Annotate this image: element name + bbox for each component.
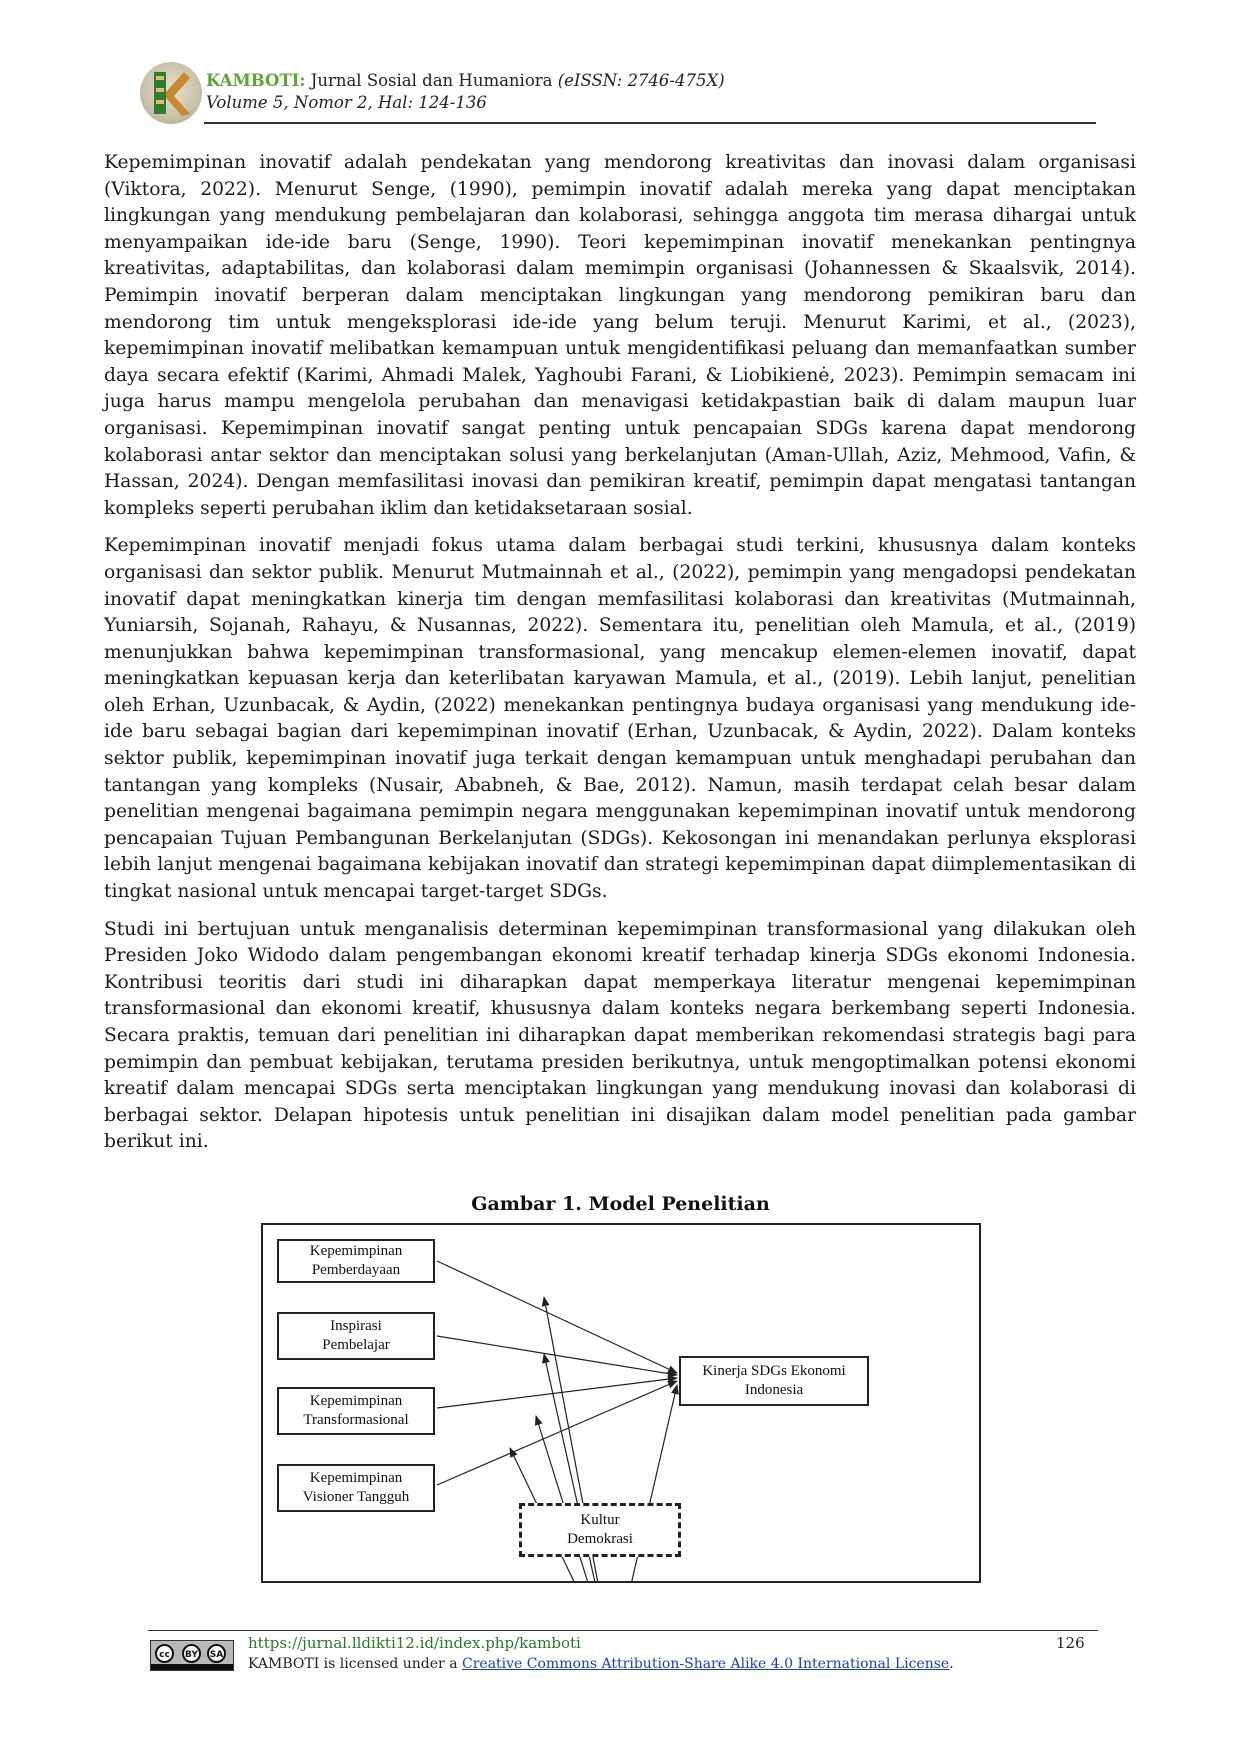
box-kinerja-line2: Indonesia [744,1382,804,1398]
box-transformasional-line1: Kepemimpinan [309,1393,403,1409]
page-header [140,62,1100,124]
journal-title-line [206,70,725,92]
logo-k-mark [150,68,192,118]
journal-volume: Volume 5, Nomor 2, Hal: 124-136 [206,93,487,112]
box-inspirasi-line1: Inspirasi [330,1318,382,1334]
box-kepemimpinan-transformasional [277,1387,435,1435]
box-kinerja-sdgs [679,1356,869,1406]
sa-icon: SA [207,1644,226,1663]
journal-url-link[interactable]: https://jurnal.lldikti12.id/index.php/kamboti [248,1634,581,1652]
box-pemberdayaan-line1: Kepemimpinan [309,1243,403,1259]
box-kultur-demokrasi [519,1503,681,1557]
license-statement [248,1656,954,1672]
box-inspirasi-pembelajar [277,1312,435,1360]
box-kinerja-line1: Kinerja SDGs Ekonomi [702,1363,846,1379]
by-icon: BY [182,1644,201,1663]
paragraph-1: Kepemimpinan inovatif adalah pendekatan yang mendorong kreativitas dan inovasi dalam organisasi (Viktora, 2022). Menurut Senge, (1990), pemimpin inovatif adalah mereka yang dapat menciptakan lingkungan yang mendukung pembelajaran dan kolaborasi, sehingga anggota tim merasa dihargai untuk menyampaikan ide-ide baru (Senge, 1990). Teori kepemimpinan inovatif menekankan pentingnya kreativitas, adaptabilitas, dan kolaborasi dalam memimpin organisasi (Johannessen & Skaalsvik, 2014). Pemimpin inovatif berperan dalam menciptakan lingkungan yang mendorong pemikiran baru dan mendorong tim untuk mengeksplorasi ide-ide yang belum teruji. Menurut Karimi, et al., (2023), kepemimpinan inovatif melibatkan kemampuan untuk mengidentifikasi peluang dan memanfaatkan sumber daya secara efektif (Karimi, Ahmadi Malek, Yaghoubi Farani, & Liobikienė, 2023). Pemimpin semacam ini juga harus mampu mengelola perubahan dan menavigasi ketidakpastian baik di dalam maupun luar organisasi. Kepemimpinan inovatif sangat penting untuk pencapaian SDGs karena dapat mendorong kolaborasi antar sektor dan menciptakan solusi yang berkelanjutan (Aman-Ullah, Aziz, Mehmood, Vafin, & Hassan, 2024). Dengan memfasilitasi inovasi dan pemikiran kreatif, pemimpin dapat mengatasi tantangan kompleks seperti perubahan iklim dan ketidaksetaraan sosial. [104,152,1136,519]
box-visioner-line1: Kepemimpinan [309,1470,403,1486]
cc-license-icon [150,1640,234,1671]
page-number: 126 [1056,1634,1085,1652]
journal-name: Jurnal Sosial dan Humaniora [310,71,553,90]
box-kepemimpinan-pemberdayaan [277,1239,435,1283]
box-kepemimpinan-visioner [277,1464,435,1512]
paragraph-3: Studi ini bertujuan untuk menganalisis determinan kepemimpinan transformasional yang dilakukan oleh Presiden Joko Widodo dalam pengembangan ekonomi kreatif terhadap kinerja SDGs ekonomi Indonesia. Kontribusi teoritis dari studi ini diharapkan dapat memperkaya literatur mengenai kepemimpinan transformasional dan ekonomi kreatif, khususnya dalam konteks negara berkembang seperti Indonesia. Secara praktis, temuan dari penelitian ini diharapkan dapat memberikan rekomendasi strategis bagi para pemimpin dan pembuat kebijakan, terutama presiden berikutnya, untuk mengoptimalkan potensi ekonomi kreatif dalam mencapai SDGs serta menciptakan lingkungan yang mendukung inovasi dan kolaborasi di berbagai sektor. Delapan hipotesis untuk penelitian ini disajikan dalam model penelitian pada gambar berikut ini. [104,918,1136,1153]
license-suffix: . [949,1656,954,1672]
journal-info [206,70,725,114]
research-model-figure [261,1223,981,1583]
arrow-transformasional-kinerja [437,1378,677,1408]
footer-divider [148,1630,1098,1631]
box-kultur-line2: Demokrasi [567,1531,633,1547]
kamboti-logo-icon [140,62,202,124]
page-footer [148,1630,1098,1680]
arrow-pemberdayaan-kinerja [437,1261,677,1373]
arrow-kultur-path3 [536,1416,613,1583]
journal-brand: KAMBOTI: [206,71,306,90]
journal-issn: (eISSN: 2746-475X) [557,71,725,90]
arrow-visioner-kinerja [437,1381,677,1485]
cc-strip [151,1664,233,1670]
box-pemberdayaan-line2: Pemberdayaan [311,1262,401,1278]
article-body [104,150,1136,1167]
box-transformasional-line2: Transformasional [303,1412,409,1428]
license-prefix: KAMBOTI is licensed under a [248,1656,462,1672]
box-visioner-line2: Visioner Tangguh [302,1489,410,1505]
paragraph-2: Kepemimpinan inovatif menjadi fokus utama dalam berbagai studi terkini, khususnya dalam konteks organisasi dan sektor publik. Menurut Mutmainnah et al., (2022), pemimpin yang mengadopsi pendekatan inovatif dapat meningkatkan kinerja tim dengan memfasilitasi kolaborasi dan kreativitas (Mutmainnah, Yuniarsih, Sojanah, Rahayu, & Nusannas, 2022). Sementara itu, penelitian oleh Mamula, et al., (2019) menunjukkan bahwa kepemimpinan transformasional, yang mencakup elemen-elemen inovatif, dapat meningkatkan kepuasan kerja dan keterlibatan karyawan Mamula, et al., (2019). Lebih lanjut, penelitian oleh Erhan, Uzunbacak, & Aydin, (2022) menekankan pentingnya budaya organisasi yang mendukung ide-ide baru sebagai bagian dari kepemimpinan inovatif (Erhan, Uzunbacak, & Aydin, 2022). Dalam konteks sektor publik, kepemimpinan inovatif juga terkait dengan kemampuan untuk menghadapi perubahan dan tantangan yang kompleks (Nusair, Ababneh, & Bae, 2012). Namun, masih terdapat celah besar dalam penelitian mengenai bagaimana pemimpin negara menggunakan kepemimpinan inovatif untuk mendorong pencapaian Tujuan Pembangunan Berkelanjutan (SDGs). Kekosongan ini menandakan perlunya eksplorasi lebih lanjut mengenai bagaimana kebijakan inovatif dan strategi kepemimpinan dapat diimplementasikan di tingkat nasional untuk mencapai target-target SDGs. [104,535,1136,903]
figure-caption: Gambar 1. Model Penelitian [471,1193,770,1215]
box-kultur-line1: Kultur [580,1512,620,1528]
box-inspirasi-line2: Pembelajar [322,1337,390,1353]
license-link[interactable]: Creative Commons Attribution-Share Alike 4.0 International License [462,1656,950,1672]
cc-icon: cc [155,1644,174,1663]
header-divider [204,122,1096,124]
